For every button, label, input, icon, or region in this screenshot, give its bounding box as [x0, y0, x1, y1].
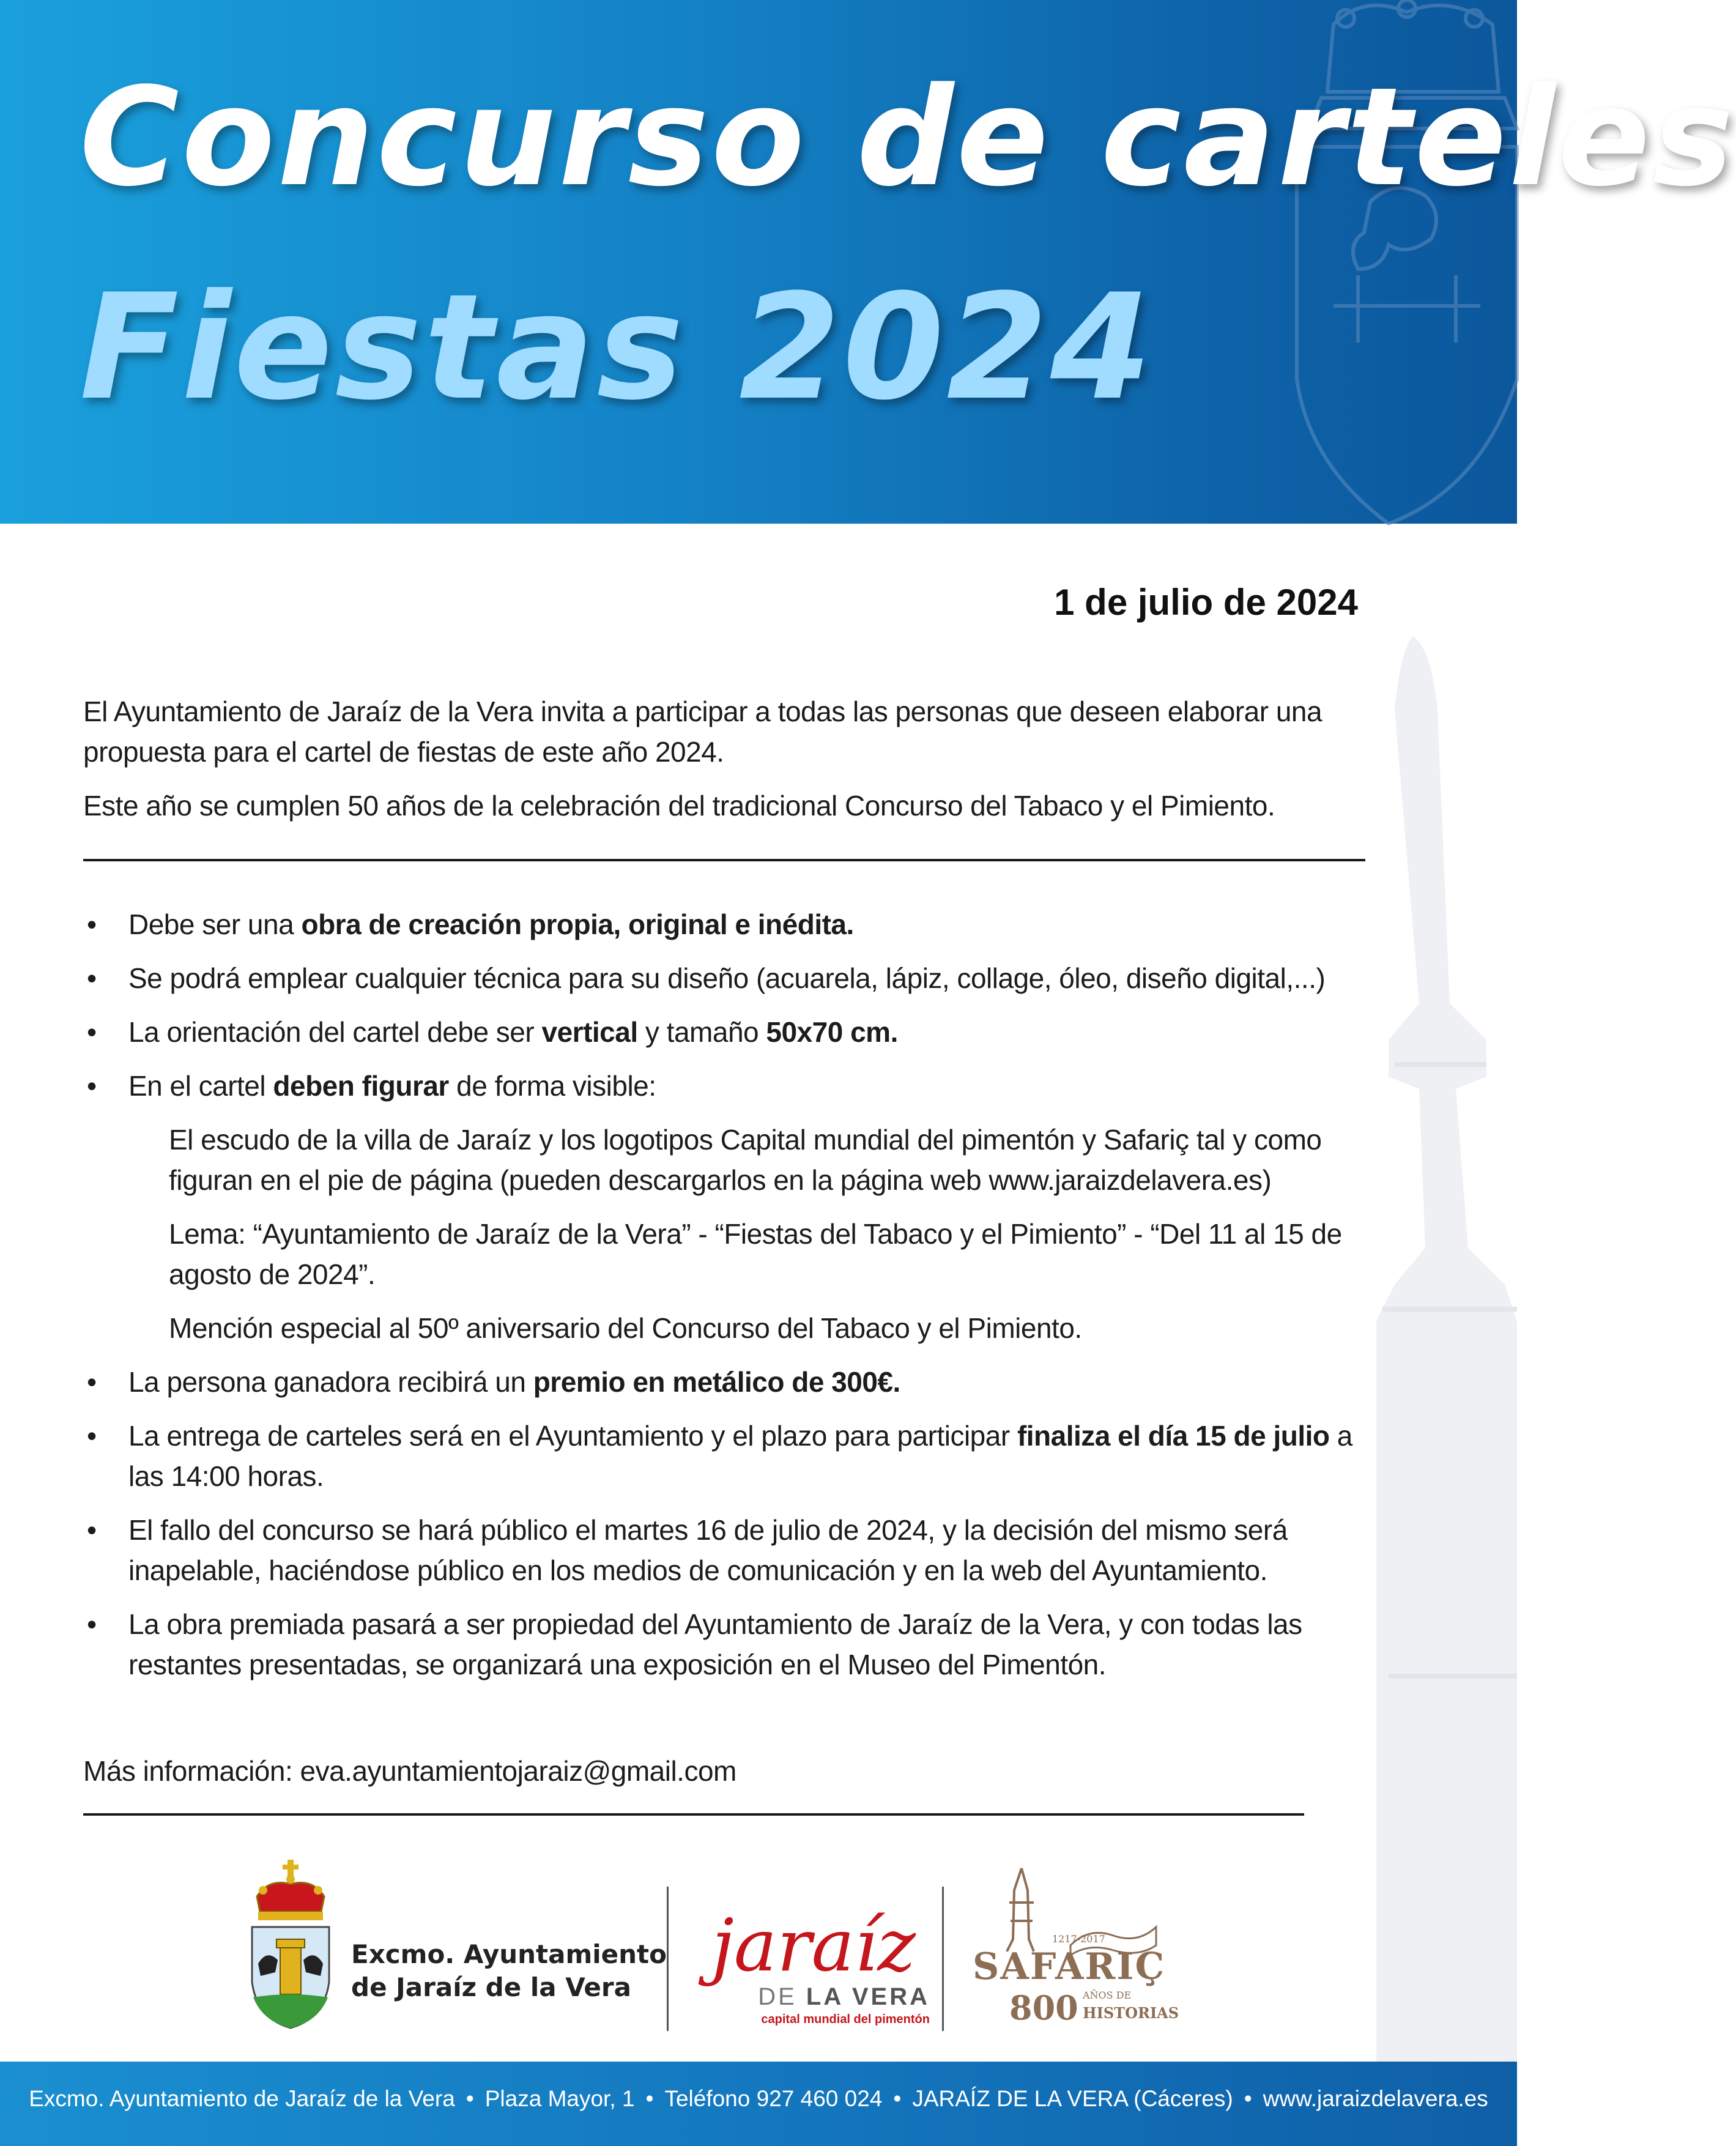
title-line-1: Concurso de carteles [80, 59, 1736, 217]
divider-top [83, 859, 1365, 861]
contact-info: Más información: eva.ayuntamientojaraiz@gmail.com [83, 1755, 736, 1787]
rules-list [83, 904, 1374, 1698]
footer-text: Excmo. Ayuntamiento de Jaraíz de la Vera • Plaza Mayor, 1 • Teléfono 927 460 024 • JARAÍZ DE LA VERA (Cáceres) • www.jaraizdelavera.es [29, 2086, 1488, 2111]
footer-organization: Excmo. Ayuntamiento de Jaraíz de la Vera [29, 2086, 455, 2111]
list-item: • Debe ser una obra de creación propia, original e inédita. [83, 904, 1374, 945]
intro-section [83, 691, 1368, 839]
safaric-anios-de: AÑOS DE [1083, 1989, 1132, 2001]
safaric-800: 800 [1009, 1988, 1078, 2027]
footer-website-link[interactable]: www.jaraizdelavera.es [1263, 2086, 1488, 2111]
list-item: • El fallo del concurso se hará público el martes 16 de julio de 2024, y la decisión del mismo será inapelable, haciéndose público en los medios de comunicación y en la web del Ayuntamiento. [83, 1510, 1374, 1591]
list-item: • La orientación del cartel debe ser vertical y tamaño 50x70 cm. [83, 1012, 1374, 1052]
safaric-logo [960, 1866, 1179, 2031]
footer-address: Plaza Mayor, 1 [484, 2086, 635, 2111]
list-item: • La persona ganadora recibirá un premio en metálico de 300€. [83, 1362, 1374, 1402]
footer-phone: Teléfono 927 460 024 [664, 2086, 883, 2111]
ayuntamiento-logo-text: Excmo. Ayuntamiento de Jaraíz de la Vera [351, 1939, 667, 2002]
publication-date: 1 de julio de 2024 [1054, 582, 1358, 623]
bullet-icon: • [87, 1070, 97, 1102]
footer-bar [0, 2062, 1517, 2146]
bullet-icon: • [87, 1366, 97, 1398]
header-banner [0, 0, 1736, 524]
jaraiz-logo-tagline: capital mundial del pimentón [761, 2013, 930, 2026]
jaraiz-logo-word: jaraíz [711, 1903, 916, 1988]
bullet-icon: • [87, 908, 97, 940]
bullet-icon: • [87, 962, 97, 994]
safaric-word: SAFARIÇ [973, 1945, 1166, 1988]
logos-row [245, 1847, 1223, 2031]
intro-paragraph-1: El Ayuntamiento de Jaraíz de la Vera invita a participar a todas las personas que deseen elaborar una propuesta para el cartel de fiestas de este año 2024. [83, 696, 1322, 768]
divider-bottom [83, 1813, 1304, 1816]
list-item: • En el cartel deben figurar de forma visible: [83, 1066, 1374, 1106]
jaraiz-logo [697, 1903, 930, 2031]
bullet-icon: • [87, 1016, 97, 1048]
list-item: • La entrega de carteles será en el Ayuntamiento y el plazo para participar finaliza el día 15 de julio a las 14:00 horas. [83, 1416, 1374, 1496]
safaric-years: 1217-2017 [1052, 1933, 1105, 1945]
logo-separator [942, 1887, 944, 2031]
intro-paragraph-2: Este año se cumplen 50 años de la celebración del tradicional Concurso del Tabaco y el Pimiento. [83, 790, 1275, 822]
bullet-icon: • [87, 1420, 97, 1452]
list-subitem: El escudo de la villa de Jaraíz y los logotipos Capital mundial del pimentón y Safariç tal y como figuran en el pie de página (pueden descargarlos en la página web www.jaraizdelavera.es) [169, 1124, 1322, 1196]
title-line-2: Fiestas 2024 [80, 263, 1154, 433]
municipal-crest-icon [245, 1854, 336, 2031]
footer-town: JARAÍZ DE LA VERA (Cáceres) [912, 2086, 1233, 2111]
jaraiz-logo-subtitle: DE LA VERA [758, 1983, 930, 2010]
bullet-icon: • [87, 1608, 97, 1640]
bullet-icon: • [87, 1514, 97, 1546]
list-subitem: Mención especial al 50º aniversario del Concurso del Tabaco y el Pimiento. [169, 1312, 1082, 1344]
list-item: • Se podrá emplear cualquier técnica para su diseño (acuarela, lápiz, collage, óleo, diseño digital,...) [83, 958, 1374, 998]
list-item: • La obra premiada pasará a ser propiedad del Ayuntamiento de Jaraíz de la Vera, y con todas las restantes presentadas, se organizará una exposición en el Museo del Pimentón. [83, 1604, 1374, 1685]
logo-separator [667, 1887, 669, 2031]
list-subitem: Lema: “Ayuntamiento de Jaraíz de la Vera” - “Fiestas del Tabaco y el Pimiento” - “Del 11 al 15 de agosto de 2024”. [169, 1218, 1342, 1290]
safaric-historias: HISTORIAS [1083, 2004, 1179, 2022]
